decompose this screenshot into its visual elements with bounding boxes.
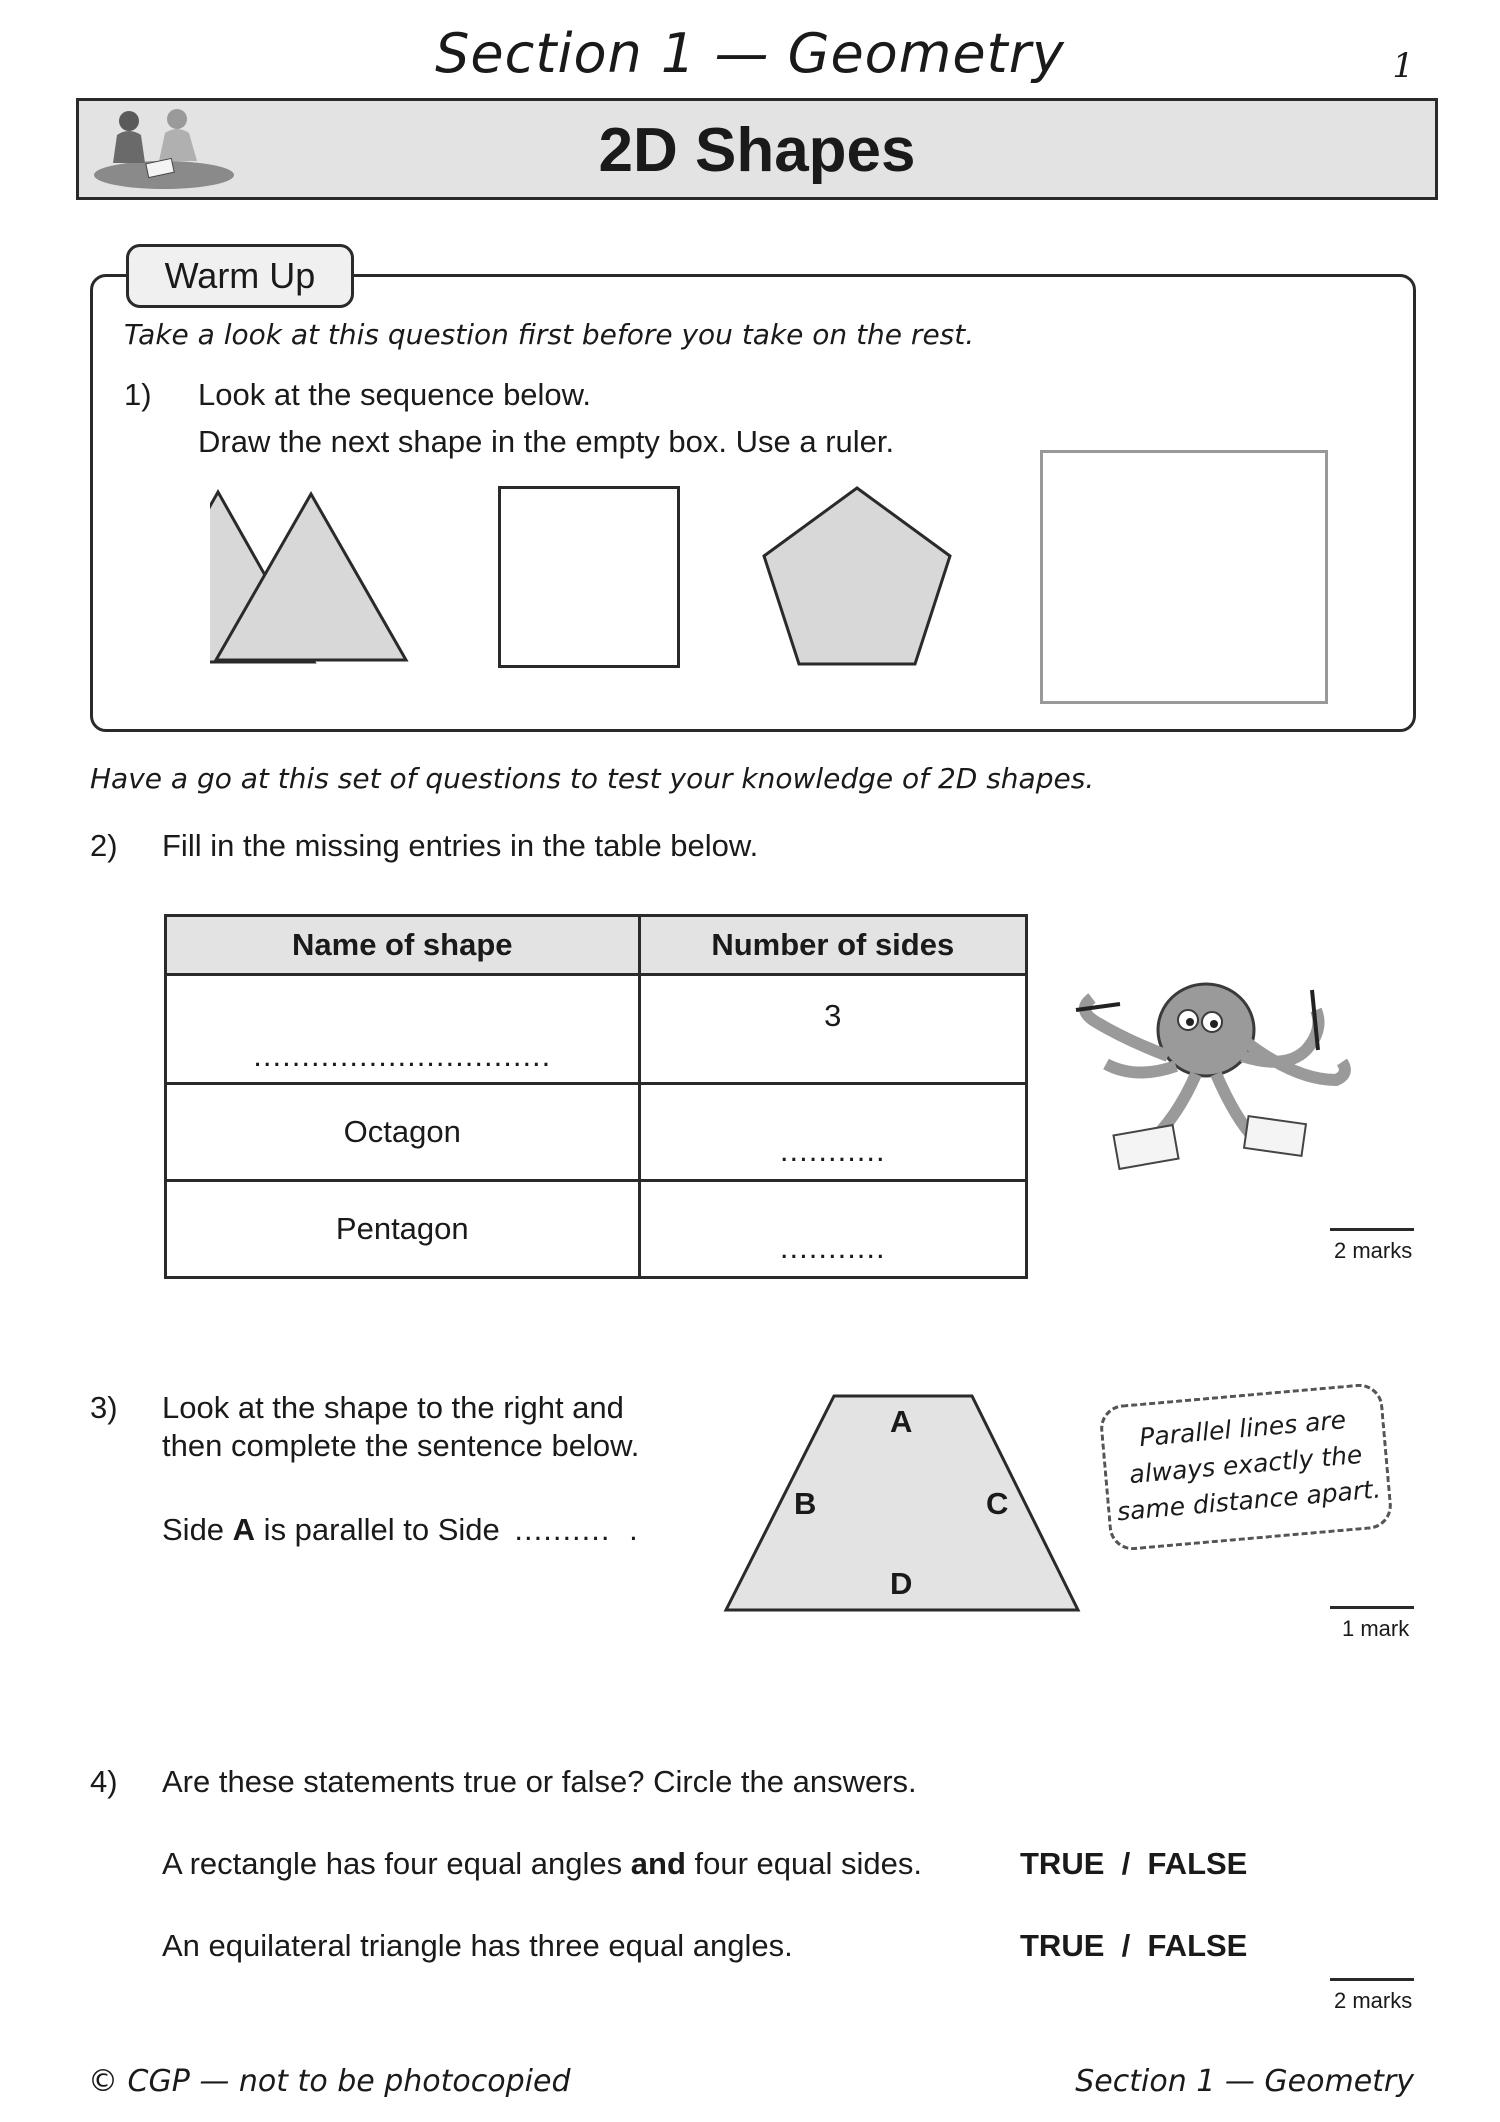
sides-blank: ........... [779,1230,886,1265]
answer-blank[interactable] [639,1181,1026,1278]
statement-1-part-1: A rectangle has four equal angles [162,1846,631,1881]
column-header-sides: Number of sides [639,916,1026,975]
question-3-sentence [162,1512,638,1548]
trapezium-label-d: D [890,1566,913,1601]
trapezium-label-a: A [890,1404,913,1439]
sentence-side-a: A [232,1512,256,1547]
table-row [166,975,1027,1084]
question-4-marks: 2 marks [1334,1988,1413,2013]
octopus-illustration [1056,970,1356,1170]
shapes-table [164,914,1028,1279]
question-2-marks: 2 marks [1334,1238,1413,1263]
answer-blank[interactable] [166,975,640,1084]
tip-bubble [1098,1382,1394,1552]
pentagon-shape [760,484,954,668]
statement-1-bold: and [630,1846,686,1881]
question-3-line-1: Look at the shape to the right and [162,1390,624,1425]
question-1-line-2: Draw the next shape in the empty box. Use a ruler. [198,424,895,459]
question-1-line-1: Look at the sequence below. [198,377,591,412]
sentence-suffix: is parallel to Side [255,1512,509,1547]
sides-blank: ........... [779,1133,886,1168]
trapezium-label-b: B [794,1486,817,1521]
warm-up-tab: Warm Up [126,244,354,308]
statement-1-answer[interactable]: TRUE / FALSE [1020,1846,1248,1881]
marks-line [1330,1606,1414,1609]
answer-blank[interactable] [639,1084,1026,1181]
section-intro: Have a go at this set of questions to test your knowledge of 2D shapes. [90,762,1095,795]
warm-up-intro: Take a look at this question first before you take on the rest. [124,318,975,351]
question-4-number: 4) [90,1764,118,1799]
table-cell: 3 [639,975,1026,1084]
question-2-text: Fill in the missing entries in the table below. [162,828,759,863]
trapezium-label-c: C [986,1486,1009,1521]
section-heading: Section 1 — Geometry [435,22,1065,85]
question-4-text: Are these statements true or false? Circle the answers. [162,1764,917,1799]
question-3-marks: 1 mark [1342,1616,1410,1641]
column-header-name: Name of shape [166,916,640,975]
table-cell: Pentagon [166,1181,640,1278]
statement-1 [162,1846,922,1882]
side-answer-blank[interactable]: .......... [514,1512,611,1547]
square-shape [498,486,680,668]
tip-line-2: always exactly the [1128,1439,1364,1490]
tip-text [1103,1399,1389,1531]
table-row [166,1181,1027,1278]
tip-line-1: Parallel lines are [1138,1405,1348,1453]
sentence-prefix: Side [162,1512,233,1547]
page-number: 1 [1392,46,1414,86]
statement-2-answer[interactable]: TRUE / FALSE [1020,1928,1248,1963]
footer-copyright: © CGP — not to be photocopied [88,2064,571,2099]
question-3-number: 3) [90,1390,118,1425]
table-cell: Octagon [166,1084,640,1181]
question-3-line-2: then complete the sentence below. [162,1428,640,1463]
table-row [166,1084,1027,1181]
footer-section: Section 1 — Geometry [1075,2064,1414,2099]
title-bar [76,98,1438,200]
sentence-end: . [629,1512,638,1547]
triangle-shape-fill [212,490,410,664]
shape-name-blank: ............................... [253,1038,552,1073]
marks-line [1330,1228,1414,1231]
statement-1-part-2: four equal sides. [685,1846,922,1881]
answer-drawing-box[interactable] [1040,450,1328,704]
table-header-row [166,916,1027,975]
page-title: 2D Shapes [598,116,916,185]
marks-line [1330,1978,1414,1981]
question-2-number: 2) [90,828,118,863]
question-1-number: 1) [124,377,152,412]
statement-2: An equilateral triangle has three equal angles. [162,1928,793,1963]
tip-line-3: same distance apart. [1115,1474,1382,1527]
